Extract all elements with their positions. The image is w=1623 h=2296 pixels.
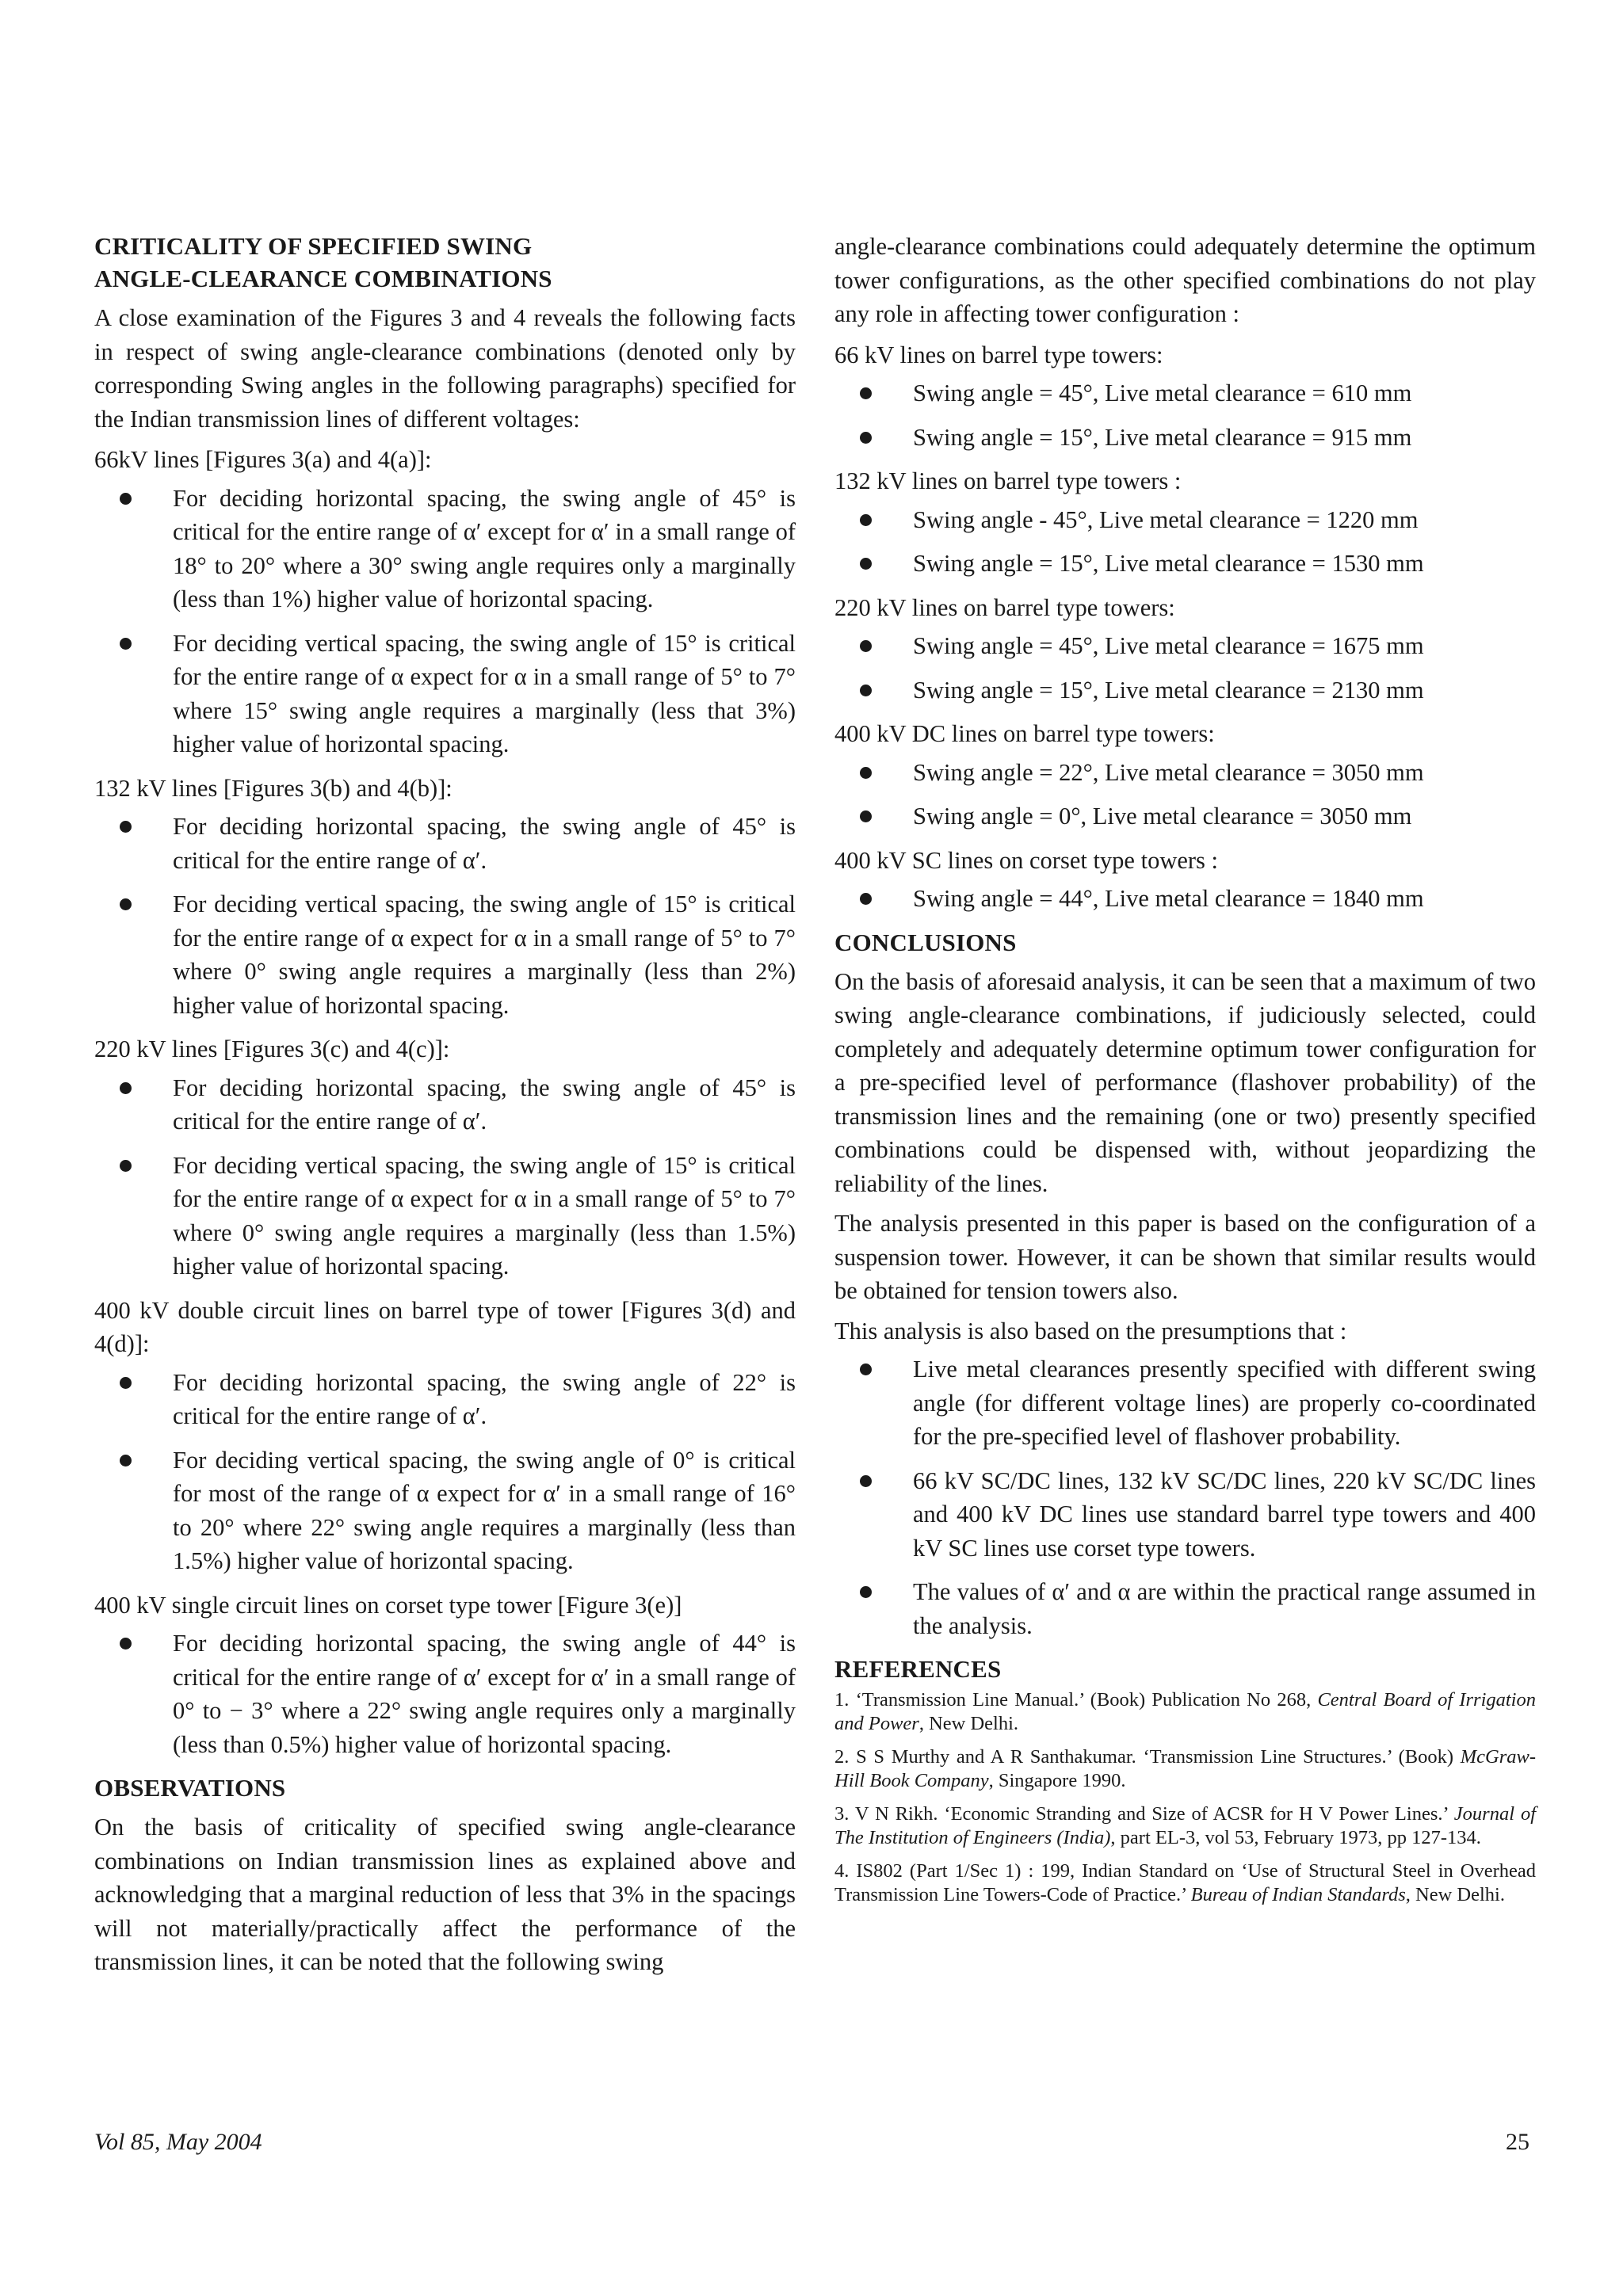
- bullet-icon: [860, 432, 872, 444]
- bullet-icon: [860, 810, 872, 822]
- list-item: For deciding horizontal spacing, the swing angle of 45° is critical for the entire range of α′.: [94, 1071, 796, 1138]
- list-item: Live metal clearances presently specified with different swing angle (for different voltage lines) are properly co-coordinated for the pre-specified level of flashover probability.: [834, 1352, 1536, 1454]
- group-132kv: [94, 772, 796, 1023]
- group-66kv: [94, 443, 796, 761]
- presumptions-list: [834, 1352, 1536, 1642]
- section-heading-conclusions: CONCLUSIONS: [834, 928, 1017, 956]
- list-item: For deciding vertical spacing, the swing angle of 15° is critical for the entire range of α expect for α in a small range of 5° to 7° where 15° swing angle requires a marginally (less that 3%) higher value of horizontal spacing.: [94, 627, 796, 761]
- reference-item: 4. IS802 (Part 1/Sec 1) : 199, Indian Standard on ‘Use of Structural Steel in Overhead Transmission Line Towers-Code of Practice.’ Bureau of Indian Standards, New Delhi.: [834, 1860, 1536, 1905]
- list-item: Swing angle = 45°, Live metal clearance = 610 mm: [834, 376, 1536, 410]
- group-title: 66kV lines [Figures 3(a) and 4(a)]:: [94, 446, 432, 473]
- list-item: For deciding horizontal spacing, the swing angle of 44° is critical for the entire range of α′ except for α′ in a small range of 0° to − 3° where a 22° swing angle requires only a marginally (less than 0.5%) higher value of horizontal spacing.: [94, 1627, 796, 1761]
- continuation-paragraph: angle-clearance combinations could adequately determine the optimum tower configurations, as the other specified combinations do not play any role in affecting tower configuration :: [834, 233, 1536, 327]
- list-item: Swing angle = 15°, Live metal clearance = 1530 mm: [834, 547, 1536, 581]
- group-400kv-sc: [94, 1589, 796, 1762]
- section-heading-criticality: CRITICALITY OF SPECIFIED SWING ANGLE-CLEARANCE COMBINATIONS: [94, 232, 552, 292]
- reference-item: 1. ‘Transmission Line Manual.’ (Book) Publication No 268, Central Board of Irrigation and Power, New Delhi.: [834, 1689, 1536, 1734]
- group-title: 132 kV lines on barrel type towers :: [834, 467, 1182, 494]
- bullet-icon: [120, 1082, 132, 1094]
- group-132kv-barrel: [834, 464, 1536, 581]
- intro-paragraph: A close examination of the Figures 3 and 4 reveals the following facts in respect of swing angle-clearance combinations (denoted only by corresponding Swing angles in the following paragraphs) specified for the Indian transmission lines of different voltages:: [94, 304, 796, 433]
- bullet-icon: [860, 1586, 872, 1598]
- bullet-icon: [860, 1475, 872, 1487]
- group-title: 220 kV lines [Figures 3(c) and 4(c)]:: [94, 1035, 450, 1062]
- bullet-icon: [120, 493, 132, 505]
- list-item: Swing angle = 0°, Live metal clearance = 3050 mm: [834, 799, 1536, 833]
- bullet-icon: [860, 640, 872, 652]
- journal-volume: Vol 85, May 2004: [94, 2129, 262, 2155]
- list-item: For deciding horizontal spacing, the swing angle of 45° is critical for the entire range of α′.: [94, 810, 796, 877]
- group-title: 400 kV single circuit lines on corset type tower [Figure 3(e)]: [94, 1591, 682, 1619]
- group-400kv-dc: [94, 1294, 796, 1578]
- bullet-icon: [860, 514, 872, 526]
- conclusions-paragraph-1: On the basis of aforesaid analysis, it can be seen that a maximum of two swing angle-clearance combinations, if judiciously selected, could completely and adequately determine optimum tower configuration for a pre-specified level of performance (flashover probability) of the transmission lines and the remaining (one or two) presently specified combinations could be dispensed with, without jeopardizing the reliability of the lines.: [834, 967, 1536, 1197]
- list-item: Swing angle - 45°, Live metal clearance = 1220 mm: [834, 503, 1536, 537]
- group-title: 400 kV double circuit lines on barrel type of tower [Figures 3(d) and 4(d)]:: [94, 1296, 796, 1357]
- right-column: [834, 230, 1536, 1917]
- page-number: 25: [1506, 2129, 1529, 2155]
- bullet-icon: [120, 821, 132, 833]
- bullet-icon: [120, 1638, 132, 1650]
- list-item: Swing angle = 15°, Live metal clearance = 2130 mm: [834, 673, 1536, 707]
- group-400kv-sc-corset: [834, 844, 1536, 916]
- list-item: The values of α′ and α are within the practical range assumed in the analysis.: [834, 1575, 1536, 1642]
- bullet-icon: [120, 1377, 132, 1389]
- list-item: For deciding vertical spacing, the swing angle of 15° is critical for the entire range of α expect for α in a small range of 5° to 7° where 0° swing angle requires a marginally (less than 1.5%) higher value of horizontal spacing.: [94, 1149, 796, 1283]
- group-220kv-barrel: [834, 591, 1536, 707]
- reference-item: 3. V N Rikh. ‘Economic Stranding and Size of ACSR for H V Power Lines.’ Journal of The Institution of Engineers (India), part EL-3, vol 53, February 1973, pp 127-134.: [834, 1803, 1536, 1848]
- section-heading-observations: OBSERVATIONS: [94, 1774, 286, 1802]
- bullet-icon: [860, 893, 872, 905]
- list-item: Swing angle = 44°, Live metal clearance = 1840 mm: [834, 882, 1536, 916]
- conclusions-paragraph-3: This analysis is also based on the presumptions that :: [834, 1317, 1347, 1344]
- list-item: 66 kV SC/DC lines, 132 kV SC/DC lines, 220 kV SC/DC lines and 400 kV DC lines use standard barrel type towers and 400 kV SC lines use corset type towers.: [834, 1464, 1536, 1566]
- list-item: Swing angle = 22°, Live metal clearance = 3050 mm: [834, 756, 1536, 790]
- group-66kv-barrel: [834, 338, 1536, 455]
- left-column: [94, 230, 796, 1979]
- bullet-icon: [120, 638, 132, 650]
- reference-item: 2. S S Murthy and A R Santhakumar. ‘Transmission Line Structures.’ (Book) McGraw-Hill Book Company, Singapore 1990.: [834, 1746, 1536, 1791]
- list-item: Swing angle = 45°, Live metal clearance = 1675 mm: [834, 629, 1536, 663]
- group-220kv: [94, 1032, 796, 1283]
- list-item: For deciding horizontal spacing, the swing angle of 22° is critical for the entire range of α′.: [94, 1366, 796, 1433]
- group-title: 132 kV lines [Figures 3(b) and 4(b)]:: [94, 774, 453, 802]
- list-item: Swing angle = 15°, Live metal clearance = 915 mm: [834, 421, 1536, 455]
- bullet-icon: [860, 558, 872, 570]
- bullet-icon: [860, 685, 872, 696]
- group-title: 220 kV lines on barrel type towers:: [834, 593, 1175, 621]
- bullet-icon: [860, 387, 872, 399]
- list-item: For deciding vertical spacing, the swing angle of 15° is critical for the entire range of α expect for α in a small range of 5° to 7° where 0° swing angle requires a marginally (less than 2%) higher value of horizontal spacing.: [94, 887, 796, 1022]
- bullet-icon: [120, 1455, 132, 1466]
- list-item: For deciding vertical spacing, the swing angle of 0° is critical for most of the range of α expect for α′ in a small range of 16° to 20° where 22° swing angle requires a marginally (less than 1.5%) higher value of horizontal spacing.: [94, 1444, 796, 1578]
- group-title: 400 kV SC lines on corset type towers :: [834, 846, 1219, 874]
- bullet-icon: [120, 898, 132, 910]
- conclusions-paragraph-2: The analysis presented in this paper is based on the configuration of a suspension tower. However, it can be shown that similar results would be obtained for tension towers also.: [834, 1210, 1536, 1304]
- group-title: 400 kV DC lines on barrel type towers:: [834, 720, 1215, 747]
- bullet-icon: [860, 1363, 872, 1375]
- observations-paragraph: On the basis of criticality of specified swing angle-clearance combinations on Indian transmission lines as explained above and acknowledging that a marginal reduction of less that 3% in the spacings will not materially/practically affect the performance of the transmission lines, it can be noted that the following swing: [94, 1814, 796, 1975]
- bullet-icon: [860, 767, 872, 779]
- section-heading-references: REFERENCES: [834, 1655, 1002, 1683]
- list-item: For deciding horizontal spacing, the swing angle of 45° is critical for the entire range of α′ except for α′ in a small range of 18° to 20° where a 30° swing angle requires only a marginally (less than 1%) higher value of horizontal spacing.: [94, 482, 796, 616]
- references-list: [834, 1688, 1536, 1907]
- group-title: 66 kV lines on barrel type towers:: [834, 341, 1163, 368]
- bullet-icon: [120, 1160, 132, 1172]
- group-400kv-dc-barrel: [834, 717, 1536, 833]
